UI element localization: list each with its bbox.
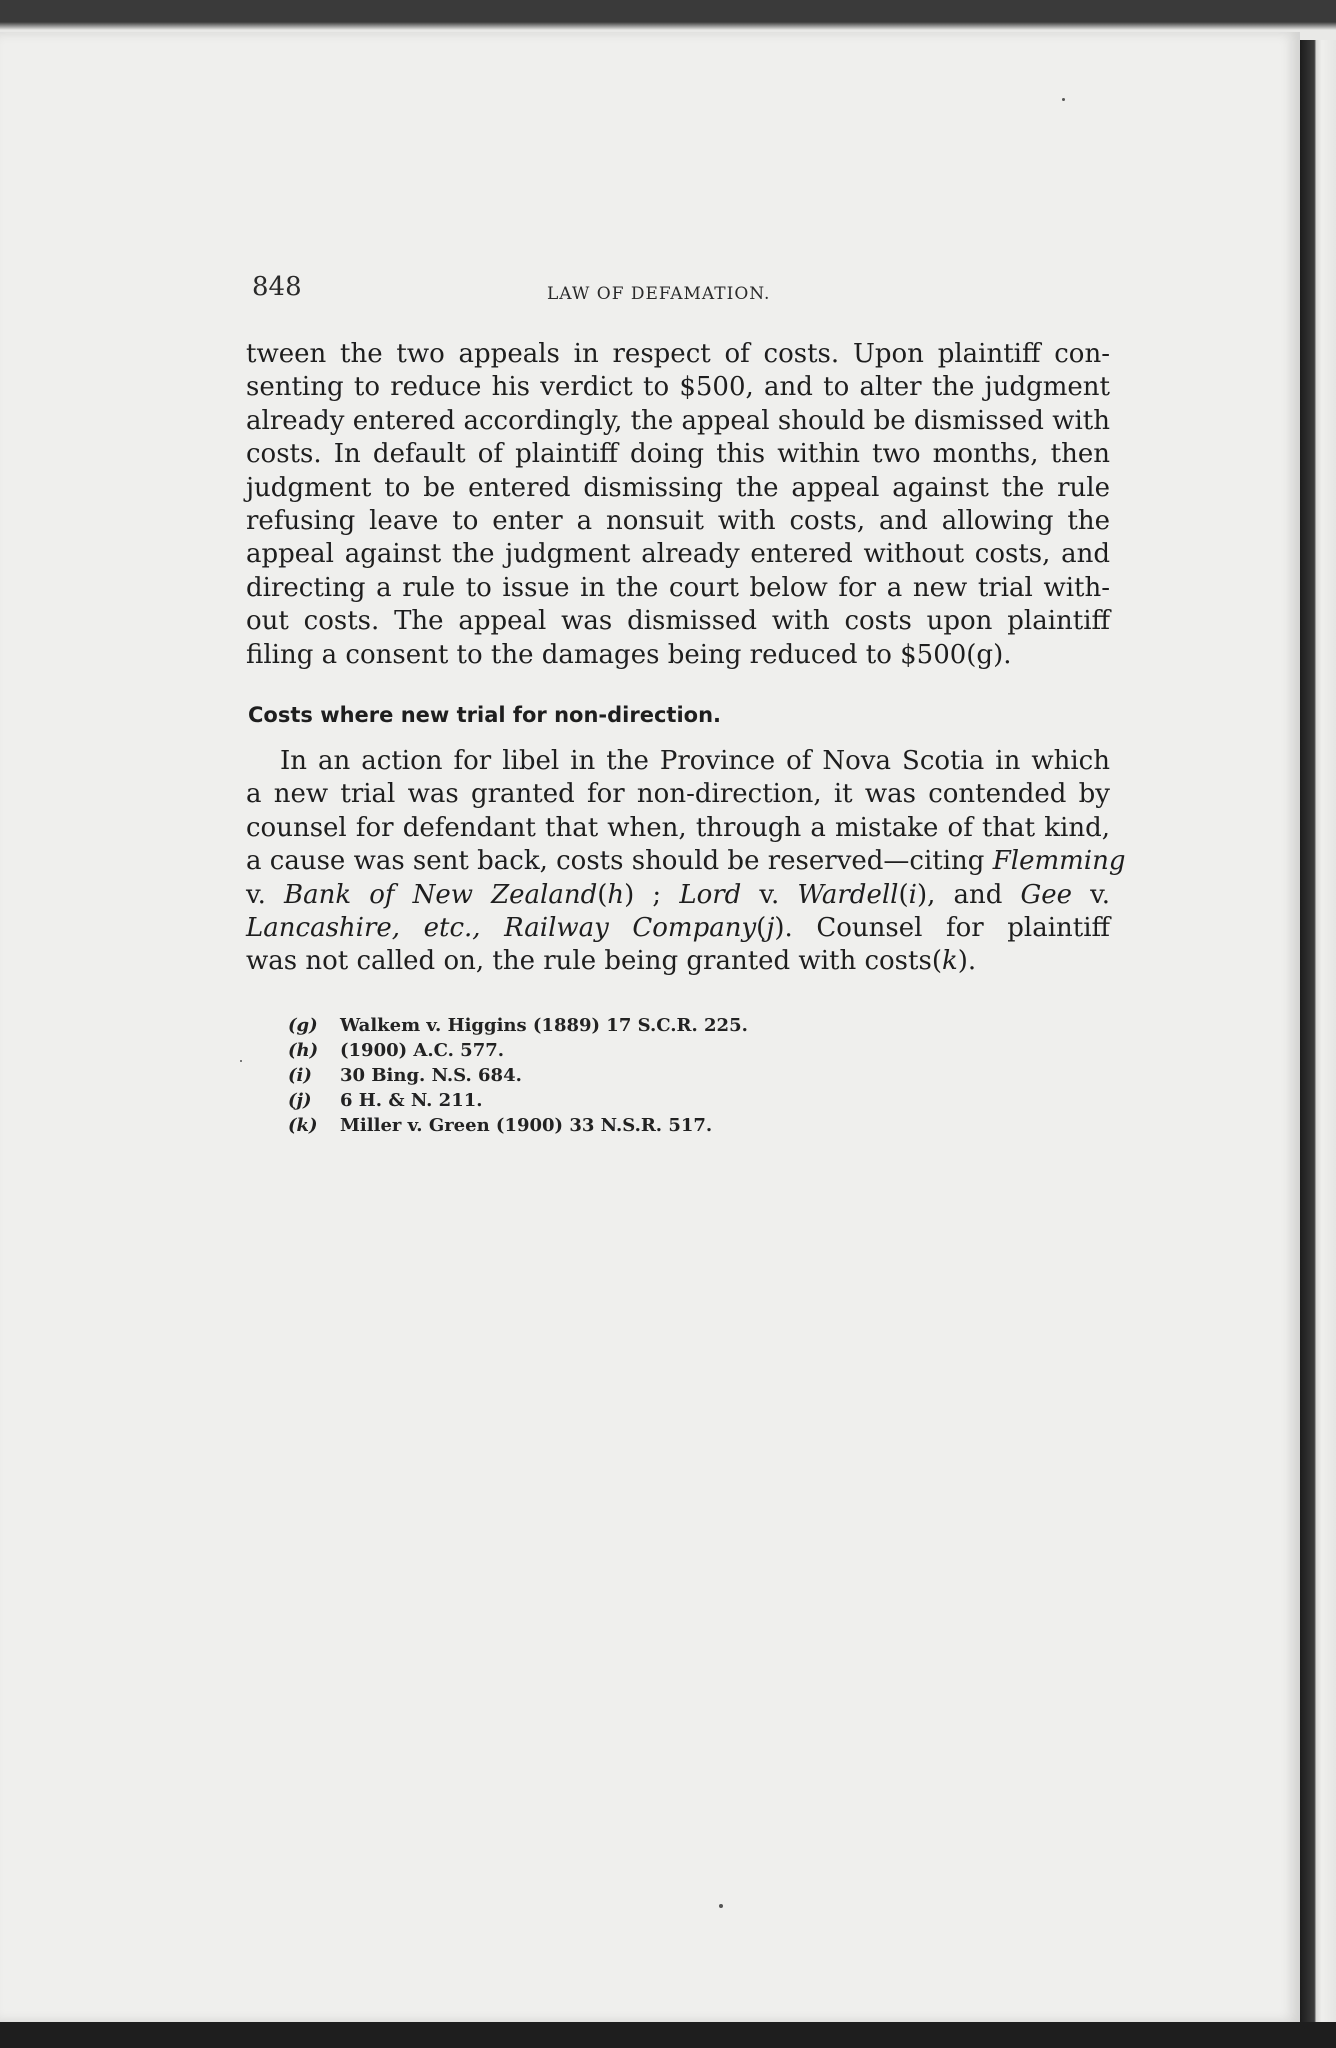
text-run: was not called on, the rule being granted with costs(	[246, 946, 942, 977]
text-run: (	[756, 913, 767, 944]
text-line	[246, 879, 1110, 912]
running-title: LAW OF DEFAMATION.	[547, 284, 771, 304]
text-run: v.	[246, 879, 284, 910]
text-run: ).	[957, 946, 977, 977]
text-line	[246, 745, 1110, 778]
text-run: a new trial was granted for non-direction, it was contended by	[246, 779, 1110, 810]
footnote-mark: (g)	[288, 1015, 318, 1036]
footnote-item	[288, 1088, 748, 1113]
footnote-text: Walkem v. Higgins (1889) 17 S.C.R. 225.	[340, 1015, 748, 1036]
scan-bottom-edge	[0, 2022, 1336, 2048]
scan-speck	[240, 1060, 242, 1062]
text-run: v.	[1072, 879, 1111, 910]
italic-citation: Bank of New Zealand	[283, 879, 598, 910]
italic-citation: h	[607, 879, 625, 910]
footnote-item	[288, 1013, 748, 1038]
scan-speck	[1062, 98, 1065, 101]
italic-citation: j	[766, 913, 775, 944]
page-number: 848	[252, 272, 302, 302]
footnote-mark: (j)	[288, 1090, 312, 1111]
book-spine-edge	[1300, 40, 1336, 2030]
section-heading: Costs where new trial for non-direction.	[248, 703, 722, 727]
text-line	[246, 812, 1110, 845]
footnote-mark: (i)	[288, 1065, 312, 1086]
italic-citation: k	[941, 946, 958, 977]
text-line: out costs. The appeal was dismissed with costs upon plaintiff	[246, 606, 1110, 637]
italic-citation: Wardell	[797, 879, 899, 910]
text-run: ). Counsel for plaintiff	[774, 913, 1110, 944]
footnote-text: (1900) A.C. 577.	[340, 1040, 505, 1061]
footnote-item	[288, 1113, 748, 1138]
text-line: filing a consent to the damages being reduced to $500(g).	[246, 639, 1012, 670]
text-line: appeal against the judgment already entered without costs, and	[246, 539, 1110, 570]
italic-citation: Lancashire, etc., Railway Company	[246, 913, 757, 944]
text-line: refusing leave to enter a nonsuit with costs, and allowing the	[246, 506, 1110, 537]
text-run: counsel for defendant that when, through a mistake of that kind,	[246, 812, 1110, 843]
paragraph-nova-scotia-libel	[246, 745, 1126, 979]
footnote-item	[288, 1063, 748, 1088]
footnote-mark: (h)	[288, 1040, 319, 1061]
text-run: (	[597, 879, 608, 910]
text-run: ) ;	[624, 879, 680, 910]
running-head	[252, 272, 1112, 306]
text-line: already entered accordingly, the appeal should be dismissed with	[246, 405, 1110, 436]
scan-speck	[719, 1904, 723, 1908]
text-line: judgment to be entered dismissing the appeal against the rule	[246, 472, 1110, 503]
italic-citation: Flemming	[992, 846, 1126, 877]
text-run: (	[898, 879, 909, 910]
text-run: ), and	[916, 879, 1021, 910]
text-line	[246, 912, 1110, 945]
footnote-text: 6 H. & N. 211.	[340, 1090, 483, 1111]
paragraph-costs-appeals	[246, 338, 1110, 672]
text-line	[246, 845, 1126, 878]
text-line	[246, 778, 1110, 811]
text-line: directing a rule to issue in the court below for a new trial with-	[246, 572, 1110, 603]
footnote-text: 30 Bing. N.S. 684.	[340, 1065, 522, 1086]
text-line: senting to reduce his verdict to $500, and to alter the judgment	[246, 372, 1110, 403]
italic-citation: i	[908, 879, 917, 910]
footnote-text: Miller v. Green (1900) 33 N.S.R. 517.	[340, 1115, 713, 1136]
text-line: costs. In default of plaintiff doing this within two months, then	[246, 439, 1110, 470]
text-line	[246, 945, 1110, 978]
italic-citation: Gee	[1020, 879, 1073, 910]
text-run: In an action for libel in the Province of Nova Scotia in which	[280, 746, 1110, 776]
text-run: a cause was sent back, costs should be reserved—citing	[246, 846, 993, 877]
footnote-mark: (k)	[288, 1115, 318, 1136]
footnote-item	[288, 1038, 748, 1063]
text-line: tween the two appeals in respect of costs. Upon plaintiff con-	[246, 339, 1110, 369]
footnotes-list	[288, 1013, 748, 1138]
italic-citation: Lord	[679, 879, 742, 910]
text-run: v.	[741, 879, 798, 910]
